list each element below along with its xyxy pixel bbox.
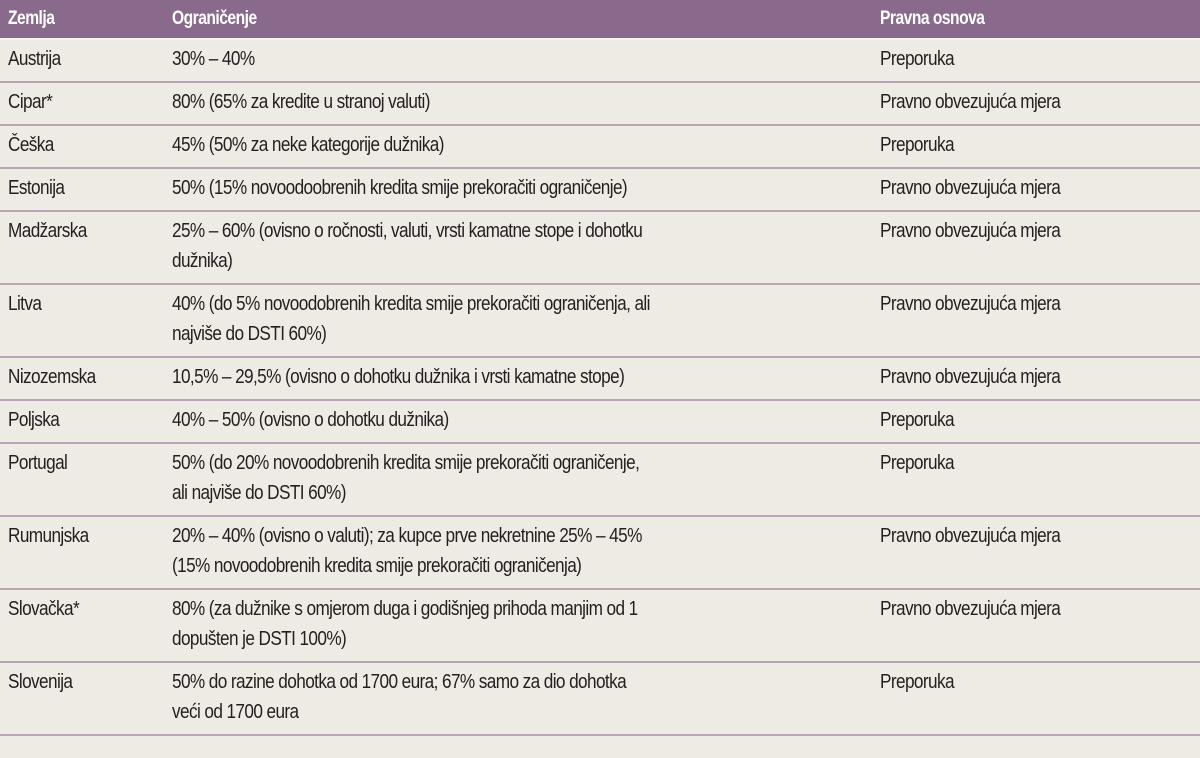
limit-cell [164,443,872,516]
legal-basis-text: Pravno obvezujuća mjera [880,525,1061,547]
limit-cell [164,589,872,662]
header-country [0,0,164,39]
country-name: Rumunjska [8,525,89,547]
limit-text-line: 10,5% – 29,5% (ovisno o dohotku dužnika i vrsti kamatne stope) [172,366,625,388]
legal-basis-text: Pravno obvezujuća mjera [880,366,1061,388]
country-name: Slovenija [8,671,73,693]
table-row [0,662,1200,735]
limit-text-line: 50% do razine dohotka od 1700 eura; 67% samo za dio dohotka [172,671,627,693]
country-cell [0,168,164,211]
limit-cell [164,82,872,125]
legal-basis-text: Preporuka [880,48,954,70]
legal-basis-cell [872,211,1200,284]
limit-text [172,667,860,727]
limit-text [172,289,860,349]
limit-text [172,173,860,203]
header-limit [164,0,872,39]
limit-text [172,362,860,392]
table-row [0,211,1200,284]
table-row [0,168,1200,211]
table-row [0,39,1200,82]
country-name: Cipar* [8,91,53,113]
table-row [0,125,1200,168]
legal-basis-cell [872,357,1200,400]
limit-text [172,594,860,654]
header-legal-basis-label: Pravna osnova [880,8,985,29]
country-name: Slovačka* [8,598,80,620]
limit-cell [164,516,872,589]
legal-basis-cell [872,284,1200,357]
table-row [0,82,1200,125]
limit-cell [164,125,872,168]
country-name: Portugal [8,452,68,474]
table-row [0,516,1200,589]
legal-basis-text: Preporuka [880,452,954,474]
limit-cell [164,39,872,82]
country-cell [0,211,164,284]
header-limit-label: Ograničenje [172,8,257,29]
country-name: Austrija [8,48,61,70]
limit-text [172,44,860,74]
country-cell [0,284,164,357]
legal-basis-text: Pravno obvezujuća mjera [880,177,1061,199]
legal-basis-text: Preporuka [880,671,954,693]
limit-text [172,405,860,435]
country-name: Estonija [8,177,65,199]
header-legal-basis [872,0,1200,39]
country-cell [0,357,164,400]
legal-basis-cell [872,662,1200,735]
limit-text [172,130,860,160]
country-cell [0,589,164,662]
limit-text [172,216,860,276]
limit-text-line: 20% – 40% (ovisno o valuti); za kupce prve nekretnine 25% – 45% [172,525,642,547]
legal-basis-text: Pravno obvezujuća mjera [880,598,1061,620]
limit-cell [164,662,872,735]
country-name: Poljska [8,409,60,431]
legal-basis-cell [872,39,1200,82]
limit-cell [164,357,872,400]
table-row [0,284,1200,357]
legal-basis-cell [872,516,1200,589]
limit-text-line: 40% (do 5% novoodobrenih kredita smije prekoračiti ograničenja, ali [172,293,650,315]
legal-basis-text: Preporuka [880,134,954,156]
header-country-label: Zemlja [8,8,55,29]
country-name: Češka [8,134,54,156]
limit-text [172,87,860,117]
country-cell [0,443,164,516]
legal-basis-cell [872,82,1200,125]
table-row [0,357,1200,400]
header-row [0,0,1200,39]
table-row [0,589,1200,662]
table-row [0,400,1200,443]
legal-basis-cell [872,168,1200,211]
table-row [0,443,1200,516]
limit-text [172,448,860,508]
country-cell [0,82,164,125]
limit-text-line: ali najviše do DSTI 60%) [172,482,346,504]
country-cell [0,39,164,82]
limit-text-line: 45% (50% za neke kategorije dužnika) [172,134,444,156]
legal-basis-text: Pravno obvezujuća mjera [880,293,1061,315]
limit-cell [164,168,872,211]
limit-text [172,521,860,581]
table-header [0,0,1200,39]
limit-text-line: 80% (za dužnike s omjerom duga i godišnjeg prihoda manjim od 1 [172,598,638,620]
limit-text-line: 40% – 50% (ovisno o dohotku dužnika) [172,409,449,431]
country-name: Madžarska [8,220,87,242]
legal-basis-text: Pravno obvezujuća mjera [880,91,1061,113]
limit-cell [164,284,872,357]
limit-text-line: 50% (do 20% novoodobrenih kredita smije prekoračiti ograničenje, [172,452,640,474]
country-cell [0,400,164,443]
legal-basis-cell [872,443,1200,516]
limit-cell [164,400,872,443]
country-cell [0,516,164,589]
country-cell [0,125,164,168]
legal-basis-text: Pravno obvezujuća mjera [880,220,1061,242]
table-body [0,39,1200,735]
limit-cell [164,211,872,284]
limit-text-line: 25% – 60% (ovisno o ročnosti, valuti, vrsti kamatne stope i dohotku [172,220,643,242]
country-cell [0,662,164,735]
legal-basis-cell [872,400,1200,443]
limit-text-line: najviše do DSTI 60%) [172,323,327,345]
legal-basis-cell [872,125,1200,168]
legal-basis-cell [872,589,1200,662]
country-name: Litva [8,293,42,315]
limit-text-line: 80% (65% za kredite u stranoj valuti) [172,91,430,113]
limit-text-line: dužnika) [172,250,233,272]
country-name: Nizozemska [8,366,96,388]
limit-text-line: 50% (15% novoodoobrenih kredita smije prekoračiti ograničenje) [172,177,628,199]
limit-text-line: dopušten je DSTI 100%) [172,628,347,650]
legal-basis-text: Preporuka [880,409,954,431]
limit-text-line: 30% – 40% [172,48,255,70]
limit-text-line: veći od 1700 eura [172,701,299,723]
limit-text-line: (15% novoodobrenih kredita smije prekoračiti ograničenja) [172,555,582,577]
